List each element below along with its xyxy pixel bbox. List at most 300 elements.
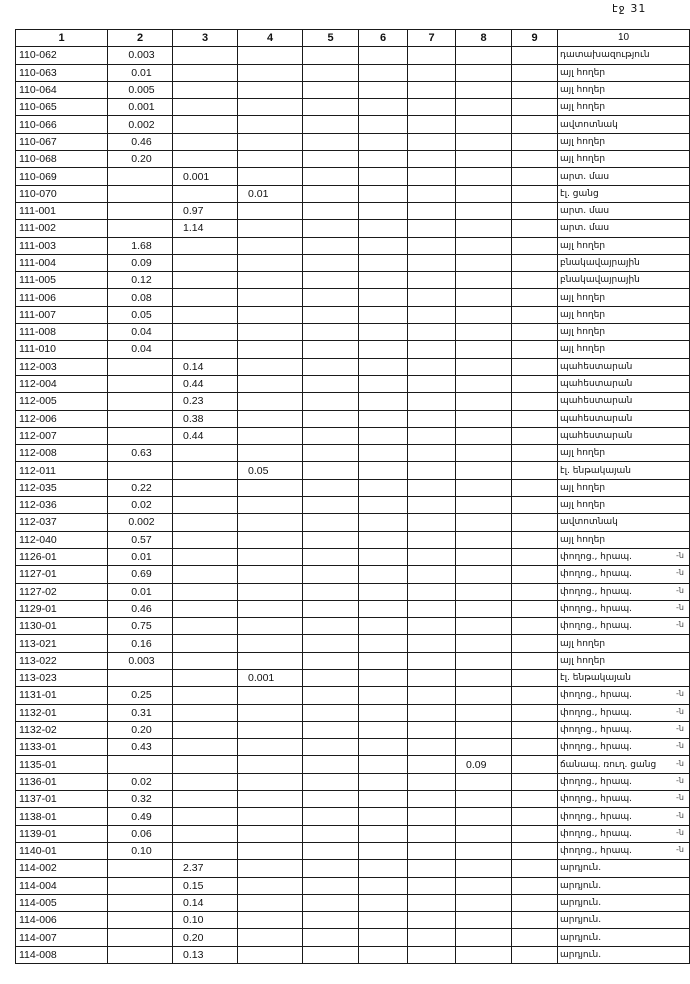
- cell-c7: [408, 618, 456, 635]
- table-row: [16, 583, 690, 600]
- cell-c6: [359, 929, 408, 946]
- cell-c9: [512, 254, 558, 271]
- cell-c6: [359, 358, 408, 375]
- cell-c4: [238, 548, 303, 565]
- cell-c4: [238, 514, 303, 531]
- cell-c4: [238, 825, 303, 842]
- cell-c7: [408, 306, 456, 323]
- cell-c1: 110-062: [16, 47, 108, 64]
- cell-c7: [408, 47, 456, 64]
- cell-c6: [359, 877, 408, 894]
- cell-c4: [238, 47, 303, 64]
- column-header: 9: [512, 30, 558, 47]
- cell-c8: [456, 272, 512, 289]
- cell-c6: [359, 894, 408, 911]
- cell-c6: [359, 410, 408, 427]
- cell-c2: 0.75: [108, 618, 173, 635]
- cell-c5: [303, 912, 359, 929]
- cell-c7: [408, 462, 456, 479]
- cell-c10: այլ հողեր: [558, 64, 690, 81]
- cell-c10: այլ հողեր: [558, 151, 690, 168]
- cell-c1: 1127-02: [16, 583, 108, 600]
- cell-c9: [512, 514, 558, 531]
- cell-c5: [303, 721, 359, 738]
- cell-c5: [303, 479, 359, 496]
- table-row: [16, 514, 690, 531]
- cell-c9: [512, 652, 558, 669]
- table-row: [16, 116, 690, 133]
- cell-c10: այլ հողեր: [558, 99, 690, 116]
- cell-c7: [408, 825, 456, 842]
- cell-c6: [359, 202, 408, 219]
- cell-c7: [408, 600, 456, 617]
- cell-c2: [108, 860, 173, 877]
- cell-c8: [456, 531, 512, 548]
- cell-c8: [456, 64, 512, 81]
- cell-c4: [238, 479, 303, 496]
- cell-c4: [238, 566, 303, 583]
- cell-c4: [238, 81, 303, 98]
- table-row: [16, 669, 690, 686]
- cell-c7: [408, 548, 456, 565]
- cell-c6: [359, 704, 408, 721]
- header-row: [16, 30, 690, 47]
- cell-c8: [456, 721, 512, 738]
- cell-c6: [359, 687, 408, 704]
- cell-c7: [408, 81, 456, 98]
- column-header: 3: [173, 30, 238, 47]
- cell-c10: այլ հողեր: [558, 133, 690, 150]
- cell-c9: [512, 669, 558, 686]
- cell-c2: 0.005: [108, 81, 173, 98]
- cell-c5: [303, 341, 359, 358]
- cell-c2: 0.003: [108, 47, 173, 64]
- cell-c4: [238, 618, 303, 635]
- cell-c2: 0.01: [108, 64, 173, 81]
- cell-c3: [173, 462, 238, 479]
- cell-c2: [108, 427, 173, 444]
- cell-c4: [238, 721, 303, 738]
- cell-c9: [512, 497, 558, 514]
- cell-c1: 110-069: [16, 168, 108, 185]
- cell-c1: 1137-01: [16, 791, 108, 808]
- cell-c10: փողոց., հրապ.: [558, 618, 690, 635]
- cell-c8: [456, 220, 512, 237]
- cell-c7: [408, 151, 456, 168]
- table-row: [16, 860, 690, 877]
- cell-c8: [456, 877, 512, 894]
- cell-c3: [173, 808, 238, 825]
- cell-c9: [512, 375, 558, 392]
- cell-c6: [359, 618, 408, 635]
- cell-c7: [408, 133, 456, 150]
- margin-mark: -ն: [676, 602, 684, 612]
- table-row: [16, 410, 690, 427]
- cell-c1: 112-011: [16, 462, 108, 479]
- table-row: [16, 687, 690, 704]
- cell-c6: [359, 531, 408, 548]
- cell-c10: այլ հողեր: [558, 306, 690, 323]
- cell-c10: ավտոտնակ: [558, 514, 690, 531]
- table-row: [16, 99, 690, 116]
- cell-c8: [456, 548, 512, 565]
- cell-c2: [108, 220, 173, 237]
- cell-c2: 0.002: [108, 514, 173, 531]
- table-row: [16, 272, 690, 289]
- cell-c10: փողոց., հրապ.: [558, 791, 690, 808]
- cell-c3: [173, 514, 238, 531]
- cell-c1: 114-005: [16, 894, 108, 911]
- cell-c7: [408, 99, 456, 116]
- table-row: [16, 877, 690, 894]
- cell-c10: փողոց., հրապ.: [558, 739, 690, 756]
- cell-c2: [108, 358, 173, 375]
- table-row: [16, 81, 690, 98]
- cell-c8: [456, 704, 512, 721]
- cell-c2: 0.08: [108, 289, 173, 306]
- cell-c6: [359, 479, 408, 496]
- cell-c1: 112-006: [16, 410, 108, 427]
- cell-c2: [108, 375, 173, 392]
- cell-c1: 112-036: [16, 497, 108, 514]
- cell-c6: [359, 600, 408, 617]
- cell-c6: [359, 445, 408, 462]
- cell-c4: [238, 756, 303, 773]
- cell-c6: [359, 168, 408, 185]
- cell-c7: [408, 946, 456, 963]
- cell-c6: [359, 81, 408, 98]
- table-row: [16, 47, 690, 64]
- table-row: [16, 202, 690, 219]
- cell-c2: 0.20: [108, 721, 173, 738]
- cell-c1: 110-068: [16, 151, 108, 168]
- cell-c4: [238, 497, 303, 514]
- cell-c2: 0.01: [108, 548, 173, 565]
- cell-c5: [303, 289, 359, 306]
- cell-c1: 1126-01: [16, 548, 108, 565]
- cell-c7: [408, 202, 456, 219]
- cell-c2: [108, 877, 173, 894]
- cell-c4: 0.001: [238, 669, 303, 686]
- cell-c3: [173, 341, 238, 358]
- cell-c7: [408, 237, 456, 254]
- cell-c7: [408, 254, 456, 271]
- cell-c10: այլ հողեր: [558, 341, 690, 358]
- cell-c9: [512, 64, 558, 81]
- cell-c1: 113-022: [16, 652, 108, 669]
- cell-c10: այլ հողեր: [558, 445, 690, 462]
- cell-c9: [512, 324, 558, 341]
- cell-c4: [238, 912, 303, 929]
- cell-c4: [238, 808, 303, 825]
- cell-c7: [408, 289, 456, 306]
- cell-c5: [303, 220, 359, 237]
- table-row: [16, 531, 690, 548]
- cell-c3: [173, 618, 238, 635]
- cell-c2: 0.20: [108, 151, 173, 168]
- cell-c4: [238, 652, 303, 669]
- cell-c10: փողոց., հրապ.: [558, 842, 690, 859]
- cell-c5: [303, 669, 359, 686]
- cell-c2: 0.32: [108, 791, 173, 808]
- cell-c10: այլ հողեր: [558, 652, 690, 669]
- cell-c9: [512, 756, 558, 773]
- cell-c8: [456, 566, 512, 583]
- cell-c8: [456, 479, 512, 496]
- cell-c8: [456, 912, 512, 929]
- cell-c2: 0.001: [108, 99, 173, 116]
- cell-c7: [408, 687, 456, 704]
- table-row: [16, 220, 690, 237]
- cell-c3: [173, 151, 238, 168]
- cell-c4: [238, 929, 303, 946]
- cell-c9: [512, 773, 558, 790]
- cell-c3: [173, 635, 238, 652]
- cell-c6: [359, 583, 408, 600]
- margin-mark: -ն: [676, 568, 684, 578]
- cell-c1: 1138-01: [16, 808, 108, 825]
- cell-c3: [173, 583, 238, 600]
- cell-c3: [173, 185, 238, 202]
- cell-c6: [359, 64, 408, 81]
- cell-c6: [359, 341, 408, 358]
- cell-c2: [108, 393, 173, 410]
- cell-c10: ավտոտնակ: [558, 116, 690, 133]
- cell-c5: [303, 808, 359, 825]
- cell-c10: պահեստարան: [558, 358, 690, 375]
- cell-c6: [359, 324, 408, 341]
- cell-c7: [408, 842, 456, 859]
- cell-c4: [238, 375, 303, 392]
- cell-c7: [408, 185, 456, 202]
- cell-c6: [359, 548, 408, 565]
- cell-c3: [173, 842, 238, 859]
- cell-c1: 111-004: [16, 254, 108, 271]
- cell-c8: [456, 133, 512, 150]
- cell-c3: 2.37: [173, 860, 238, 877]
- cell-c9: [512, 860, 558, 877]
- cell-c8: [456, 894, 512, 911]
- cell-c5: [303, 237, 359, 254]
- table-row: [16, 237, 690, 254]
- cell-c2: 0.25: [108, 687, 173, 704]
- cell-c6: [359, 254, 408, 271]
- cell-c4: [238, 393, 303, 410]
- cell-c3: [173, 64, 238, 81]
- cell-c10: էլ. ենթակայան: [558, 669, 690, 686]
- table-row: [16, 704, 690, 721]
- cell-c6: [359, 773, 408, 790]
- cell-c9: [512, 168, 558, 185]
- cell-c6: [359, 151, 408, 168]
- cell-c9: [512, 687, 558, 704]
- table-row: [16, 618, 690, 635]
- cell-c10: ճանապ. ռուղ. ցանց: [558, 756, 690, 773]
- cell-c9: [512, 306, 558, 323]
- cell-c8: [456, 842, 512, 859]
- cell-c1: 1136-01: [16, 773, 108, 790]
- cell-c6: [359, 375, 408, 392]
- margin-mark: -ն: [676, 827, 684, 837]
- table-row: [16, 600, 690, 617]
- cell-c1: 110-070: [16, 185, 108, 202]
- cell-c3: [173, 548, 238, 565]
- margin-mark: -ն: [676, 585, 684, 595]
- cell-c4: [238, 877, 303, 894]
- cell-c2: [108, 929, 173, 946]
- cell-c4: [238, 306, 303, 323]
- cell-c5: [303, 133, 359, 150]
- cell-c4: [238, 427, 303, 444]
- cell-c1: 111-001: [16, 202, 108, 219]
- margin-mark: -ն: [676, 689, 684, 699]
- cell-c8: 0.09: [456, 756, 512, 773]
- cell-c10: փողոց., հրապ.: [558, 600, 690, 617]
- cell-c1: 1140-01: [16, 842, 108, 859]
- cell-c1: 111-010: [16, 341, 108, 358]
- cell-c10: պահեստարան: [558, 393, 690, 410]
- column-header: 6: [359, 30, 408, 47]
- cell-c7: [408, 877, 456, 894]
- margin-mark: -ն: [676, 810, 684, 820]
- cell-c1: 1132-02: [16, 721, 108, 738]
- cell-c10: փողոց., հրապ.: [558, 583, 690, 600]
- cell-c10: արդյուն.: [558, 929, 690, 946]
- cell-c1: 114-007: [16, 929, 108, 946]
- cell-c7: [408, 583, 456, 600]
- cell-c1: 114-002: [16, 860, 108, 877]
- cell-c2: 0.12: [108, 272, 173, 289]
- cell-c10: այլ հողեր: [558, 635, 690, 652]
- cell-c10: արդյուն.: [558, 877, 690, 894]
- margin-mark: -ն: [676, 793, 684, 803]
- table-row: [16, 808, 690, 825]
- cell-c3: 0.23: [173, 393, 238, 410]
- cell-c4: [238, 168, 303, 185]
- cell-c9: [512, 358, 558, 375]
- cell-c4: [238, 583, 303, 600]
- cell-c9: [512, 427, 558, 444]
- cell-c4: [238, 133, 303, 150]
- cell-c7: [408, 808, 456, 825]
- cell-c2: 0.22: [108, 479, 173, 496]
- cell-c5: [303, 704, 359, 721]
- cell-c10: բնակավայրային: [558, 272, 690, 289]
- cell-c10: փողոց., հրապ.: [558, 704, 690, 721]
- cell-c3: [173, 704, 238, 721]
- cell-c4: 0.01: [238, 185, 303, 202]
- cell-c10: արդյուն.: [558, 894, 690, 911]
- cell-c2: 0.16: [108, 635, 173, 652]
- cell-c5: [303, 151, 359, 168]
- cell-c10: փողոց., հրապ.: [558, 566, 690, 583]
- cell-c10: փողոց., հրապ.: [558, 548, 690, 565]
- cell-c8: [456, 669, 512, 686]
- cell-c8: [456, 808, 512, 825]
- cell-c10: արդյուն.: [558, 946, 690, 963]
- cell-c8: [456, 254, 512, 271]
- cell-c9: [512, 462, 558, 479]
- table-row: [16, 756, 690, 773]
- cell-c8: [456, 168, 512, 185]
- cell-c6: [359, 497, 408, 514]
- cell-c3: [173, 324, 238, 341]
- cell-c7: [408, 894, 456, 911]
- cell-c3: [173, 133, 238, 150]
- cell-c3: [173, 721, 238, 738]
- cell-c9: [512, 81, 558, 98]
- land-register-table: [15, 29, 690, 964]
- cell-c7: [408, 531, 456, 548]
- cell-c3: [173, 825, 238, 842]
- cell-c2: [108, 669, 173, 686]
- cell-c1: 110-064: [16, 81, 108, 98]
- cell-c8: [456, 410, 512, 427]
- cell-c10: այլ հողեր: [558, 479, 690, 496]
- cell-c8: [456, 462, 512, 479]
- cell-c10: փողոց., հրապ.: [558, 687, 690, 704]
- cell-c2: [108, 202, 173, 219]
- column-header: 8: [456, 30, 512, 47]
- cell-c3: [173, 272, 238, 289]
- cell-c8: [456, 81, 512, 98]
- cell-c6: [359, 669, 408, 686]
- cell-c6: [359, 47, 408, 64]
- cell-c9: [512, 341, 558, 358]
- cell-c7: [408, 116, 456, 133]
- cell-c9: [512, 894, 558, 911]
- cell-c3: 0.44: [173, 375, 238, 392]
- cell-c5: [303, 47, 359, 64]
- cell-c10: արդյուն.: [558, 912, 690, 929]
- cell-c5: [303, 877, 359, 894]
- cell-c10: փողոց., հրապ.: [558, 808, 690, 825]
- table-row: [16, 842, 690, 859]
- cell-c4: [238, 445, 303, 462]
- table-row: [16, 445, 690, 462]
- cell-c5: [303, 168, 359, 185]
- cell-c7: [408, 721, 456, 738]
- cell-c8: [456, 151, 512, 168]
- cell-c2: 0.46: [108, 600, 173, 617]
- cell-c6: [359, 756, 408, 773]
- cell-c6: [359, 514, 408, 531]
- cell-c2: 0.003: [108, 652, 173, 669]
- cell-c2: 0.69: [108, 566, 173, 583]
- cell-c3: 0.44: [173, 427, 238, 444]
- margin-mark: -ն: [676, 775, 684, 785]
- cell-c5: [303, 64, 359, 81]
- cell-c5: [303, 894, 359, 911]
- cell-c10: փողոց., հրապ.: [558, 773, 690, 790]
- cell-c2: 0.002: [108, 116, 173, 133]
- cell-c9: [512, 479, 558, 496]
- cell-c8: [456, 618, 512, 635]
- cell-c9: [512, 548, 558, 565]
- cell-c5: [303, 116, 359, 133]
- table-row: [16, 133, 690, 150]
- cell-c10: բնակավայրային: [558, 254, 690, 271]
- cell-c5: [303, 531, 359, 548]
- cell-c10: այլ հողեր: [558, 497, 690, 514]
- cell-c1: 1129-01: [16, 600, 108, 617]
- cell-c6: [359, 652, 408, 669]
- cell-c4: [238, 358, 303, 375]
- cell-c10: այլ հողեր: [558, 531, 690, 548]
- cell-c2: 0.57: [108, 531, 173, 548]
- cell-c9: [512, 185, 558, 202]
- cell-c7: [408, 497, 456, 514]
